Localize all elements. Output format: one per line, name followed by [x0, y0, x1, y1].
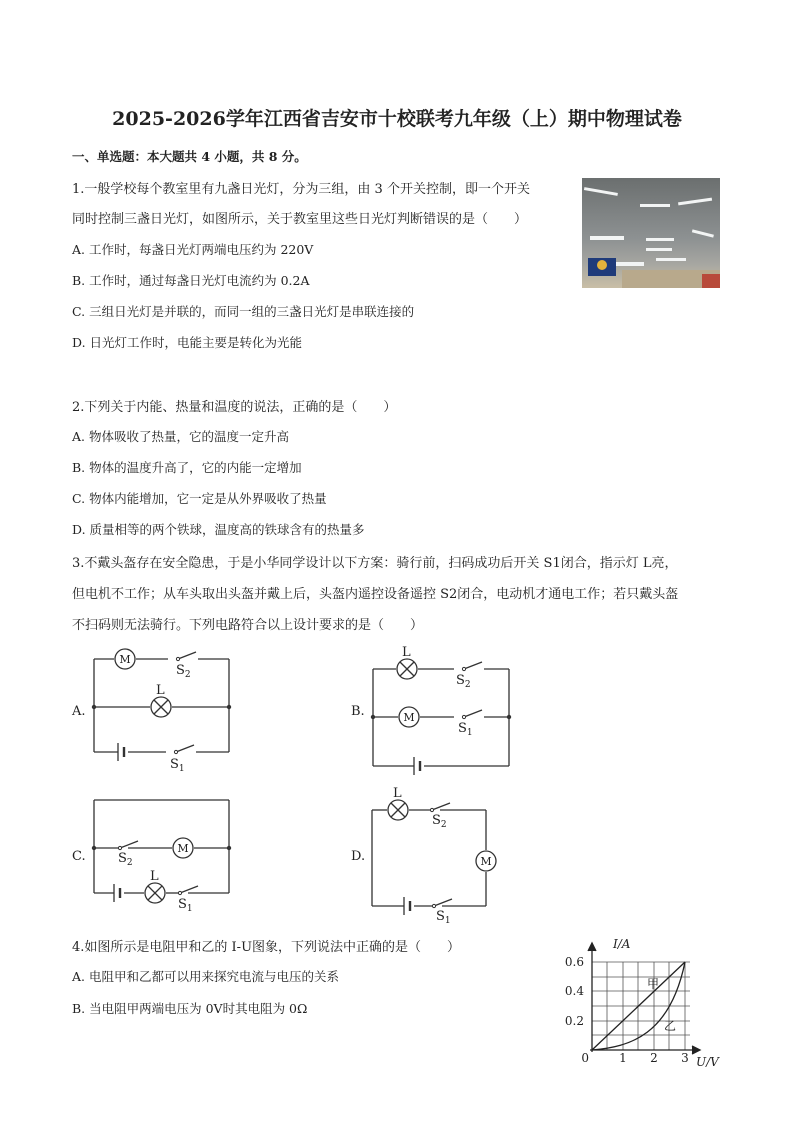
q2-option-c: C. 物体内能增加，它一定是从外界吸收了热量 [72, 491, 327, 506]
motor-label: M [403, 711, 415, 724]
y-tick: 0.2 [564, 1014, 584, 1028]
switch-s2-label: $S_2$ [176, 663, 191, 680]
option-a-label: A. [72, 704, 86, 719]
lamp-label: L [150, 869, 159, 884]
q4-option-b: B. 当电阻甲两端电压为 0V时其电阻为 0Ω [72, 1001, 308, 1016]
lamp-label: L [156, 683, 165, 698]
x-tick: 1 [619, 1051, 627, 1065]
option-c-label: C. [72, 849, 86, 864]
q4-stem: 4.如图所示是电阻甲和乙的 I-U图象，下列说法中正确的是（ ） [72, 940, 461, 955]
switch-s1-label: $S_1$ [170, 757, 185, 774]
switch-s2-label: $S_2$ [432, 813, 447, 830]
q2-option-a: A. 物体吸收了热量，它的温度一定升高 [72, 429, 289, 444]
motor-label: M [119, 653, 131, 666]
series-yi-label: 乙 [664, 1019, 677, 1033]
switch-s1-label: $S_1$ [436, 909, 451, 926]
q4-option-a: A. 电阻甲和乙都可以用来探究电流与电压的关系 [72, 969, 339, 984]
switch-s2-label: $S_2$ [456, 673, 471, 690]
option-d-label: D. [351, 849, 366, 864]
switch-s1-label: $S_1$ [178, 897, 193, 914]
option-b-label: B. [351, 704, 365, 719]
x-tick: 3 [681, 1051, 689, 1065]
q2-option-d: D. 质量相等的两个铁球，温度高的铁球含有的热量多 [72, 522, 365, 537]
iu-graph [564, 935, 730, 1070]
circuit-d [372, 803, 486, 915]
q1-stem-line2: 同时控制三盏日光灯，如图所示，关于教室里这些日光灯判断错误的是（ ） [72, 212, 528, 227]
series-jia-label: 甲 [647, 977, 660, 991]
q1-option-b: B. 工作时，通过每盏日光灯电流约为 0.2A [72, 273, 310, 288]
q1-option-d: D. 日光灯工作时，电能主要是转化为光能 [72, 335, 303, 350]
lamp-label: L [402, 645, 411, 660]
y-tick: 0.4 [564, 984, 584, 998]
q2-option-b: B. 物体的温度升高了，它的内能一定增加 [72, 460, 302, 475]
graph-xlabel: U/V [696, 1055, 719, 1069]
motor-label: M [177, 842, 189, 855]
q1-option-a: A. 工作时，每盏日光灯两端电压约为 220V [72, 242, 314, 257]
graph-ylabel: I/A [613, 937, 631, 951]
q1-stem-line1: 1.一般学校每个教室里有九盏日光灯，分为三组，由 3 个开关控制，即一个开关 [72, 182, 530, 197]
page-title: 2025-2026学年江西省吉安市十校联考九年级（上）期中物理试卷 [112, 108, 682, 130]
x-tick: 2 [650, 1051, 658, 1065]
circuit-b [373, 662, 509, 775]
q2-stem: 2.下列关于内能、热量和温度的说法，正确的是（ ） [72, 400, 397, 415]
motor-label: M [480, 855, 492, 868]
q3-stem-line2: 但电机不工作；从车头取出头盔并戴上后，头盔内遥控设备遥控 S2闭合，电动机才通电工作；若只戴头盔 [72, 587, 679, 602]
origin-label: 0 [581, 1051, 589, 1065]
lamp-label: L [393, 786, 402, 801]
y-tick: 0.6 [564, 955, 584, 969]
q3-stem-line3: 不扫码则无法骑行。下列电路符合以上设计要求的是（ ） [72, 618, 424, 633]
q1-option-c: C. 三组日光灯是并联的，而同一组的三盏日光灯是串联连接的 [72, 304, 415, 319]
q3-stem-line1: 3.不戴头盔存在安全隐患，于是小华同学设计以下方案：骑行前，扫码成功后开关 S1闭合，指示灯 L亮， [72, 556, 678, 571]
switch-s2-label: $S_2$ [118, 851, 133, 868]
section-heading: 一、单选题：本大题共 4 小题，共 8 分。 [72, 149, 307, 164]
switch-s1-label: $S_1$ [458, 721, 473, 738]
